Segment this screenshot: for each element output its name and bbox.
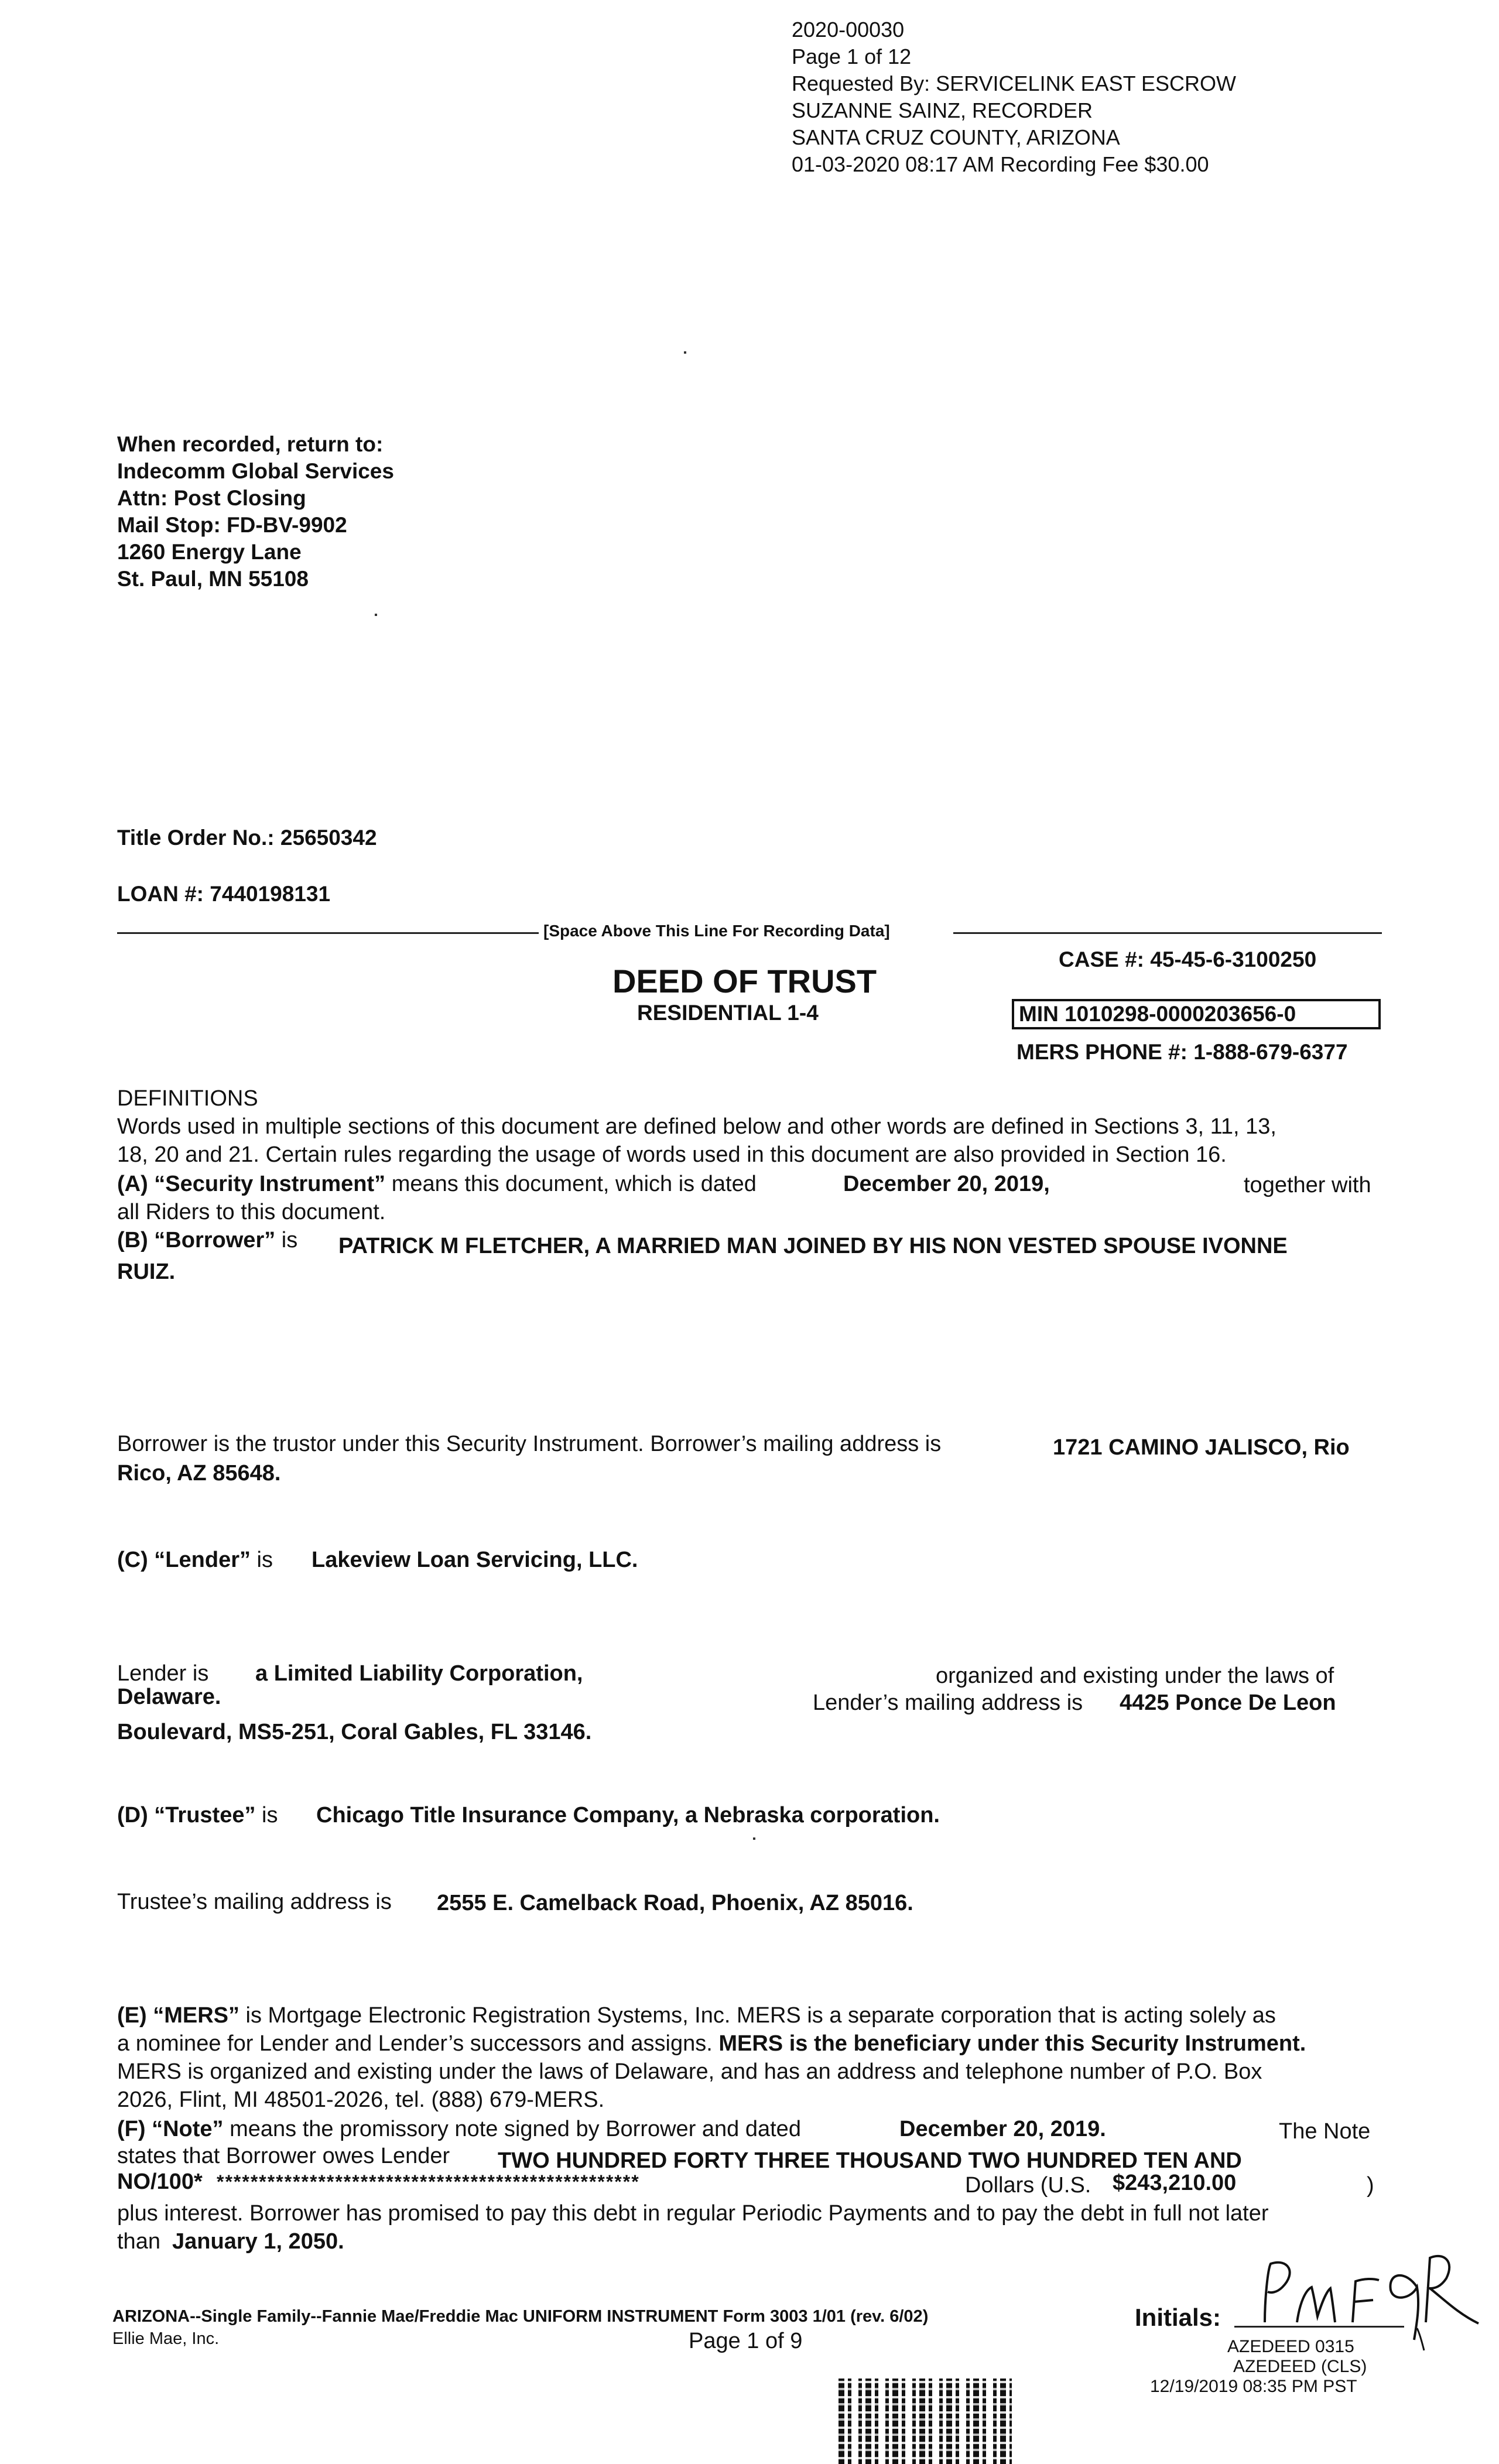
- def-b-label: (B) “Borrower”: [117, 1228, 276, 1252]
- definitions-heading: DEFINITIONS: [117, 1086, 258, 1111]
- footer-code-2: AZEDEED (CLS): [1233, 2357, 1367, 2376]
- recording-county: SANTA CRUZ COUNTY, ARIZONA: [792, 125, 1120, 149]
- trustee-mailing-label: Trustee’s mailing address is: [117, 1890, 392, 1914]
- amount-words-1: TWO HUNDRED FORTY THREE THOUSAND TWO HUNDRED TEN AND: [498, 2148, 1242, 2173]
- def-a-continued: all Riders to this document.: [117, 1200, 386, 1224]
- recorder-name: SUZANNE SAINZ, RECORDER: [792, 98, 1093, 122]
- def-a-text: means this document, which is dated: [385, 1172, 757, 1196]
- def-b-line: [117, 1226, 297, 1254]
- space-above-label: [Space Above This Line For Recording Data]: [543, 922, 890, 940]
- interest-text: plus interest. Borrower has promised to pay this debt in regular Periodic Payments and to pay the debt in full not later: [117, 2201, 1269, 2226]
- than-label: than: [117, 2229, 160, 2254]
- def-d-label: (D) “Trustee”: [117, 1803, 256, 1828]
- lender-name: Lakeview Loan Servicing, LLC.: [312, 1548, 638, 1572]
- amount-stars: **************************************************: [217, 2171, 640, 2192]
- min-box: MIN 1010298-0000203656-0: [1012, 999, 1381, 1029]
- def-b-is: is: [275, 1228, 298, 1252]
- footer-form: ARIZONA--Single Family--Fannie Mae/Freddie Mac UNIFORM INSTRUMENT Form 3003 1/01 (rev. 6/02): [112, 2307, 929, 2326]
- def-c-is: is: [251, 1548, 273, 1572]
- lender-address-1: 4425 Ponce De Leon: [1120, 1690, 1336, 1715]
- the-note: The Note: [1279, 2119, 1371, 2144]
- def-a-together: together with: [1244, 1173, 1371, 1197]
- lender-type: a Limited Liability Corporation,: [255, 1661, 583, 1686]
- amount-words-2: NO/100*: [117, 2169, 203, 2194]
- barcode-noise: [839, 2379, 1012, 2464]
- return-heading: When recorded, return to:: [117, 432, 384, 456]
- footer-timestamp: 12/19/2019 08:35 PM PST: [1150, 2377, 1357, 2396]
- borrower-name-2: RUIZ.: [117, 1260, 176, 1284]
- return-company: Indecomm Global Services: [117, 459, 394, 483]
- borrower-address-1: 1721 CAMINO JALISCO, Rio: [1053, 1435, 1350, 1460]
- def-e-line-3: MERS is organized and existing under the laws of Delaware, and has an address and telephone number of P.O. Box: [117, 2059, 1262, 2084]
- speck: [375, 614, 377, 616]
- lender-state: Delaware.: [117, 1685, 221, 1709]
- footer-vendor: Ellie Mae, Inc.: [112, 2329, 220, 2348]
- def-d-is: is: [255, 1803, 278, 1828]
- note-date: December 20, 2019.: [899, 2117, 1106, 2141]
- def-a-label: (A) “Security Instrument”: [117, 1172, 386, 1196]
- handwritten-initials: [1241, 2246, 1487, 2352]
- lender-address-2: Boulevard, MS5-251, Coral Gables, FL 33146.: [117, 1720, 592, 1744]
- footer-code-1: AZEDEED 0315: [1227, 2337, 1354, 2356]
- def-e-text-2a: a nominee for Lender and Lender’s successors and assigns.: [117, 2031, 719, 2056]
- requested-by: Requested By: SERVICELINK EAST ESCROW: [792, 71, 1236, 95]
- document-subtitle: RESIDENTIAL 1-4: [637, 1001, 819, 1025]
- def-a-line: [117, 1170, 757, 1198]
- borrower-address-2: Rico, AZ 85648.: [117, 1461, 281, 1486]
- lender-mailing-label: Lender’s mailing address is: [813, 1690, 1083, 1715]
- speck: [684, 351, 686, 354]
- maturity-date: January 1, 2050.: [172, 2229, 344, 2254]
- def-f-text: means the promissory note signed by Borrower and dated: [223, 2117, 801, 2141]
- def-c-line: [117, 1546, 273, 1574]
- def-a-date: December 20, 2019,: [843, 1172, 1050, 1196]
- speck: [753, 1837, 755, 1840]
- dollars-label: Dollars (U.S.: [965, 2173, 1091, 2198]
- trustee-name: Chicago Title Insurance Company, a Nebraska corporation.: [316, 1803, 940, 1828]
- return-city: St. Paul, MN 55108: [117, 567, 309, 591]
- owes-text: states that Borrower owes Lender: [117, 2144, 450, 2168]
- definitions-intro-1: Words used in multiple sections of this document are defined below and other words are defined in Sections 3, 11, 13,: [117, 1114, 1276, 1139]
- borrower-name-1: PATRICK M FLETCHER, A MARRIED MAN JOINED BY HIS NON VESTED SPOUSE IVONNE: [338, 1234, 1288, 1258]
- def-e-text-1: is Mortgage Electronic Registration Systems, Inc. MERS is a separate corporation that is acting solely as: [239, 2003, 1276, 2028]
- return-attn: Attn: Post Closing: [117, 486, 306, 510]
- def-e-line-1: [117, 2001, 1276, 2030]
- loan-amount: $243,210.00: [1113, 2171, 1237, 2195]
- trustee-address: 2555 E. Camelback Road, Phoenix, AZ 85016.: [437, 1891, 913, 1915]
- loan-number: LOAN #: 7440198131: [117, 882, 331, 906]
- initials-label: Initials:: [1135, 2304, 1221, 2331]
- document-title: DEED OF TRUST: [612, 963, 877, 1000]
- footer-page: Page 1 of 9: [689, 2329, 803, 2353]
- def-f-label: (F) “Note”: [117, 2117, 224, 2141]
- lender-is: Lender is: [117, 1661, 209, 1686]
- rule-right: [953, 932, 1382, 934]
- def-e-line-4: 2026, Flint, MI 48501-2026, tel. (888) 679-MERS.: [117, 2087, 605, 2112]
- recording-number: 2020-00030: [792, 18, 905, 42]
- case-number: CASE #: 45-45-6-3100250: [1059, 947, 1317, 971]
- definitions-intro-2: 18, 20 and 21. Certain rules regarding the usage of words used in this document are also provided in Section 16.: [117, 1142, 1227, 1167]
- def-f-line: [117, 2115, 801, 2143]
- rule-left: [117, 932, 539, 934]
- return-street: 1260 Energy Lane: [117, 540, 302, 564]
- def-d-line: [117, 1801, 278, 1829]
- title-order-number: Title Order No.: 25650342: [117, 826, 377, 850]
- trustor-text: Borrower is the trustor under this Security Instrument. Borrower’s mailing address is: [117, 1432, 942, 1456]
- def-c-label: (C) “Lender”: [117, 1548, 251, 1572]
- def-e-text-2b: MERS is the beneficiary under this Security Instrument.: [718, 2031, 1306, 2056]
- return-mailstop: Mail Stop: FD-BV-9902: [117, 513, 347, 537]
- organized-text: organized and existing under the laws of: [936, 1664, 1334, 1688]
- def-e-line-2: [117, 2030, 1306, 2058]
- recording-page: Page 1 of 12: [792, 45, 912, 69]
- mers-phone: MERS PHONE #: 1-888-679-6377: [1017, 1040, 1348, 1064]
- recording-datetime-fee: 01-03-2020 08:17 AM Recording Fee $30.00: [792, 152, 1209, 176]
- amount-close-paren: ): [1367, 2173, 1374, 2198]
- def-e-label: (E) “MERS”: [117, 2003, 239, 2028]
